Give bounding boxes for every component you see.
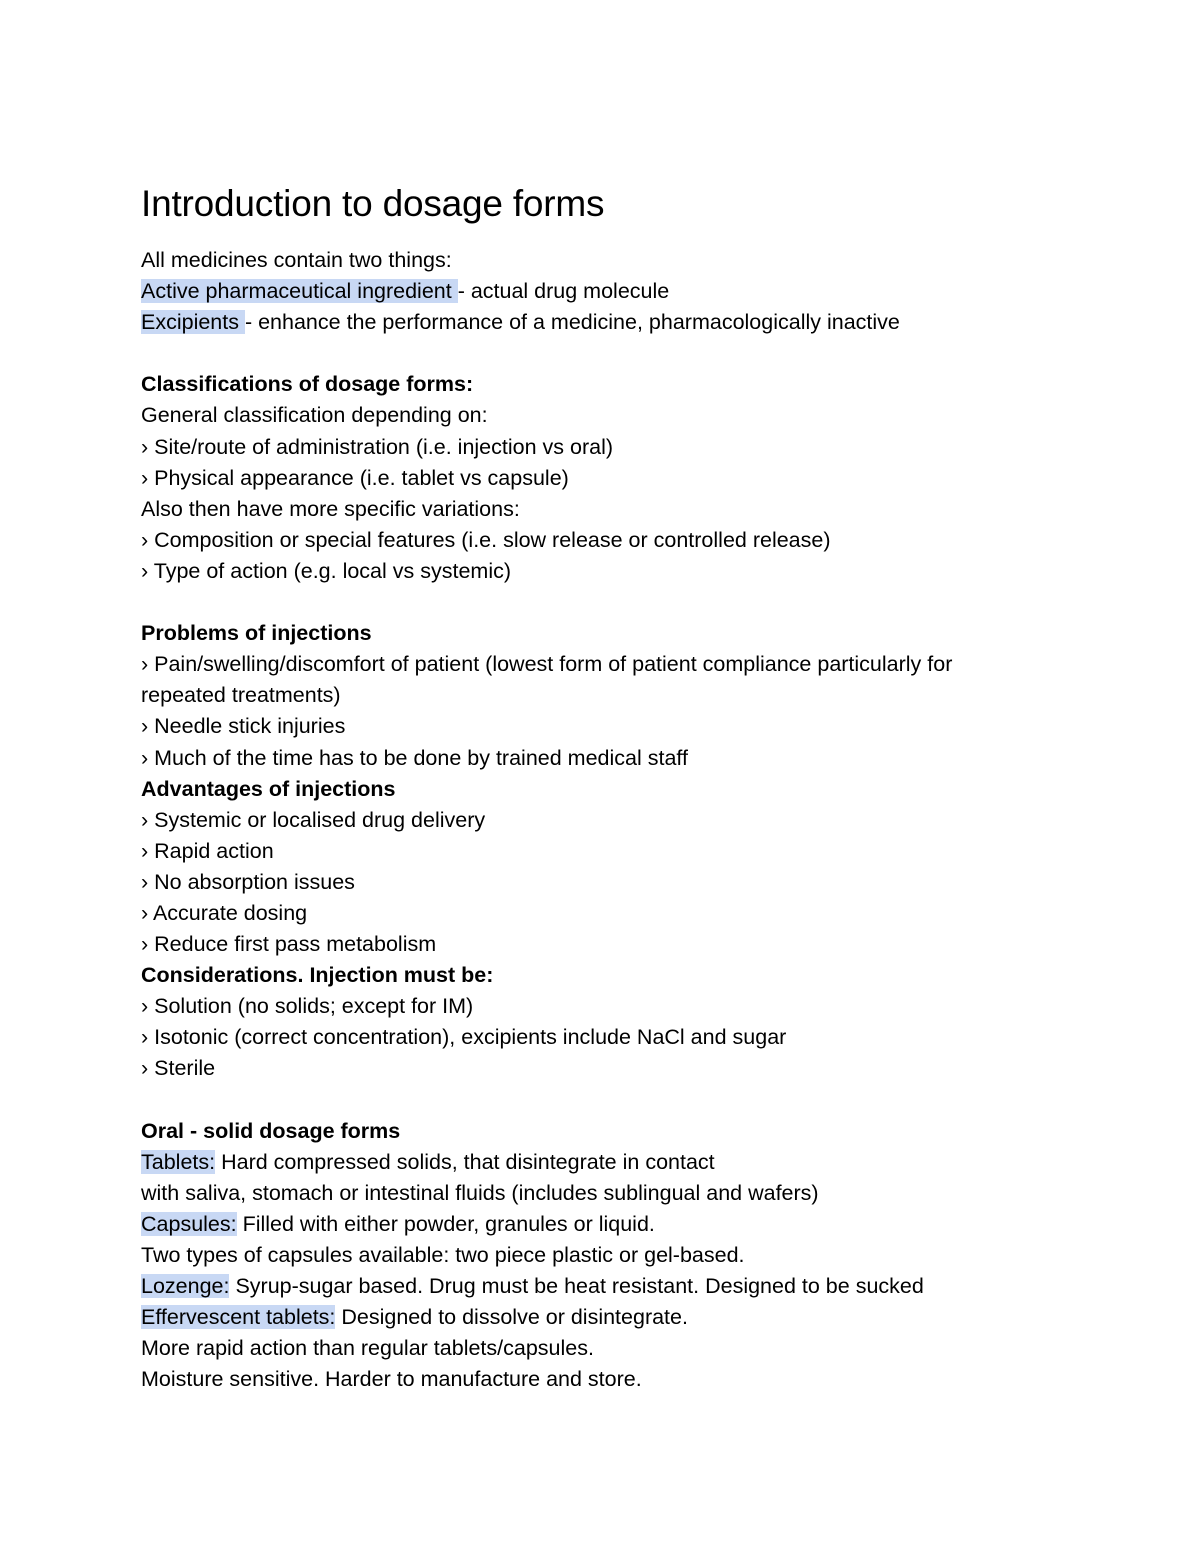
spacer xyxy=(141,338,1101,369)
spacer xyxy=(141,587,1101,618)
tablets-definition: Hard compressed solids, that disintegrate in contact xyxy=(215,1149,715,1174)
list-item: › Isotonic (correct concentration), excipients include NaCl and sugar xyxy=(141,1025,787,1050)
intro-api-line xyxy=(141,276,1101,307)
effervescent-line-2: More rapid action than regular tablets/capsules. xyxy=(141,1336,594,1361)
list-item: › Solution (no solids; except for IM) xyxy=(141,994,474,1019)
effervescent-line-3: Moisture sensitive. Harder to manufacture and store. xyxy=(141,1367,642,1392)
list-item: › No absorption issues xyxy=(141,869,355,894)
oral-heading: Oral - solid dosage forms xyxy=(141,1118,401,1143)
considerations-heading: Considerations. Injection must be: xyxy=(141,963,494,988)
list-item: › Rapid action xyxy=(141,838,274,863)
list-item: › Type of action (e.g. local vs systemic) xyxy=(141,558,512,583)
tablets-term-highlight: Tablets: xyxy=(141,1149,216,1174)
intro-excipients-line xyxy=(141,307,1101,338)
page-title: Introduction to dosage forms xyxy=(141,183,605,224)
list-item: › Needle stick injuries xyxy=(141,714,346,739)
lozenge-term-highlight: Lozenge: xyxy=(141,1274,230,1299)
list-item: › Pain/swelling/discomfort of patient (lowest form of patient compliance particularly for repeated treatments) xyxy=(141,652,953,708)
classifications-specific: Also then have more specific variations: xyxy=(141,496,520,521)
capsules-definition: Filled with either powder, granules or liquid. xyxy=(236,1211,655,1236)
document-page xyxy=(141,180,1101,1395)
spacer xyxy=(141,1085,1101,1116)
effervescent-term-highlight: Effervescent tablets: xyxy=(141,1305,336,1330)
lozenge-definition: Syrup-sugar based. Drug must be heat resistant. Designed to be sucked xyxy=(229,1274,924,1299)
list-item: › Physical appearance (i.e. tablet vs capsule) xyxy=(141,465,569,490)
lozenge-line xyxy=(141,1271,1101,1302)
effervescent-definition: Designed to dissolve or disintegrate. xyxy=(335,1305,688,1330)
excipients-definition: - enhance the performance of a medicine, pharmacologically inactive xyxy=(244,310,900,335)
list-item: › Much of the time has to be done by trained medical staff xyxy=(141,745,688,770)
effervescent-line xyxy=(141,1302,1101,1333)
excipients-term-highlight: Excipients xyxy=(141,310,245,335)
capsules-line xyxy=(141,1209,1101,1240)
intro-lead: All medicines contain two things: xyxy=(141,248,452,272)
list-item: › Site/route of administration (i.e. injection vs oral) xyxy=(141,434,614,459)
api-definition: - actual drug molecule xyxy=(457,279,670,304)
tablets-line xyxy=(141,1147,1101,1178)
list-item: › Systemic or localised drug delivery xyxy=(141,807,486,832)
api-term-highlight: Active pharmaceutical ingredient xyxy=(141,279,458,304)
classifications-general: General classification depending on: xyxy=(141,403,488,428)
capsules-term-highlight: Capsules: xyxy=(141,1211,237,1236)
list-item: › Reduce first pass metabolism xyxy=(141,932,437,957)
capsules-line-2: Two types of capsules available: two piece plastic or gel-based. xyxy=(141,1243,745,1267)
advantages-heading: Advantages of injections xyxy=(141,776,396,801)
classifications-heading: Classifications of dosage forms: xyxy=(141,372,474,397)
tablets-line-2: with saliva, stomach or intestinal fluids (includes sublingual and wafers) xyxy=(141,1180,819,1205)
list-item: › Composition or special features (i.e. slow release or controlled release) xyxy=(141,527,831,552)
list-item: › Sterile xyxy=(141,1056,216,1081)
problems-heading: Problems of injections xyxy=(141,621,372,646)
list-item: › Accurate dosing xyxy=(141,900,308,925)
